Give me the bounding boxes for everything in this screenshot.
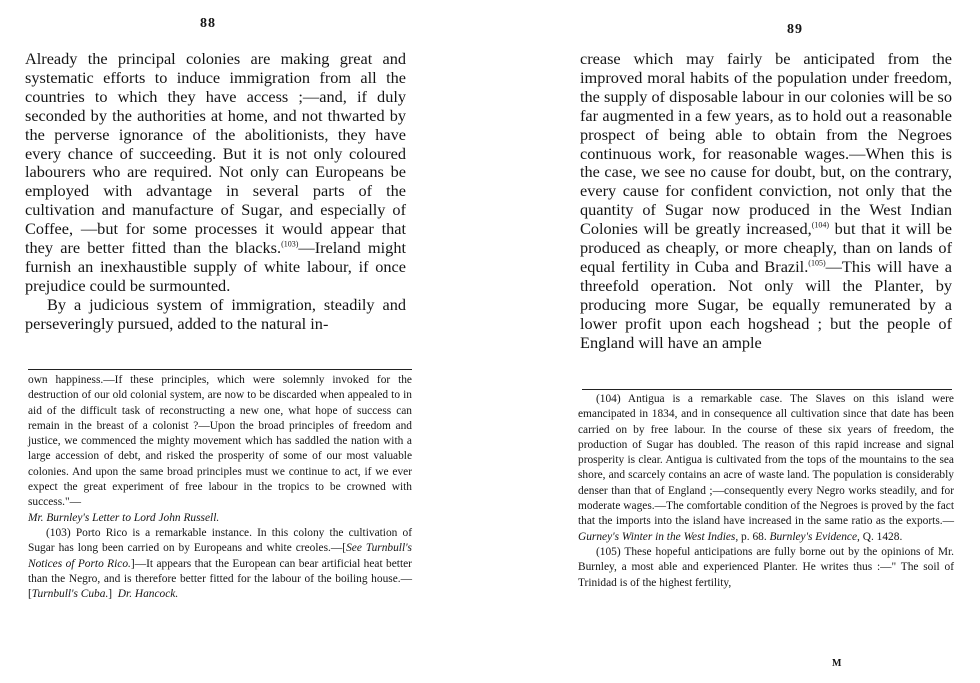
footnote-source: Burnley's Evidence, (769, 530, 860, 543)
right-page (540, 0, 980, 683)
left-page (0, 0, 445, 683)
footnotes (28, 373, 412, 602)
page-number: 89 (787, 22, 803, 37)
paragraph (25, 50, 406, 296)
footnote-text: ] (108, 588, 113, 601)
paragraph (580, 50, 952, 353)
footnote-text: Q. 1428. (859, 530, 903, 543)
footnote (28, 373, 412, 526)
footnote-text: (103) Porto Rico is a remarkable instance. In this colony the cultivation of Sugar has long been carried on by Europeans and white creoles.—[ (28, 526, 412, 555)
signature-mark: M (832, 658, 842, 669)
footnote-author: Dr. Hancock. (117, 588, 179, 601)
paragraph-text: —This will have a threefold operation. Not only will the Planter, by producing more Sugar, be equally remunerated by a lower profit upon each hogshead ; but the people of England will have an ample (580, 256, 953, 352)
footnote-source: Mr. Burnley's Letter to Lord John Russell. (28, 511, 220, 524)
footnote-ref[interactable]: (104) (811, 220, 830, 230)
paragraph-text: —Ireland might furnish an inexhaustible supply of white labour, if once prejudice could be surmounted. (25, 238, 406, 295)
paragraph-text: but that it will be produced as cheaply, or more cheaply, than on lands of equal fertility in Cuba and Brazil. (580, 219, 953, 276)
paragraph-text: Already the principal colonies are making great and systematic efforts to induce immigration from all the countries to which they have access ;—and, if duly seconded by the authorities at home, and not thwarted by the perverse ignorance of the abolitionists, they have every chance of succeeding. But it is not only coloured labourers who are required. Not only can Europeans be employed with advantage in several parts of the cultivation and manufacture of Sugar, and especially of Coffee, —but for some processes it would appear that they are better fitted than the blacks. (25, 49, 406, 258)
footnotes (578, 392, 954, 591)
footnote (28, 526, 412, 602)
footnote-ref[interactable]: (105) (808, 258, 826, 268)
main-text (25, 50, 406, 334)
footnote-ref[interactable]: (103) (281, 239, 299, 249)
footnote (578, 392, 954, 545)
footnote-text: p. 68. (738, 530, 770, 543)
footnote-text: ]—It appears that the European can bear artificial heat better than the Negro, and is therefore better fitted for the labour of the boiling house.—[ (28, 557, 412, 601)
footnote-source: Gurney's Winter in the West Indies, (578, 530, 739, 543)
footnote: (105) These hopeful anticipations are fully borne out by the opinions of Mr. Burnley, a most able and experienced Planter. He writes thus :—" The soil of Trinidad is of the highest fertility, (578, 545, 954, 589)
paragraph-text: crease which may fairly be anticipated from the improved moral habits of the population under freedom, the supply of disposable labour in our colonies will be so far augmented in a few years, as to hold out a reasonable prospect of being able to obtain from the Negroes continuous work, for reasonable wages.—When this is the case, we see no cause for doubt, but, on the contrary, every cause for confident conviction, not only that the quantity of Sugar now produced in the West Indian Colonies will be greatly increased, (580, 49, 952, 239)
footnote-text: own happiness.—If these principles, which were solemnly invoked for the destruction of our old colonial system, are now to be discarded when appealed to in aid of the difficult task of reconstructing a new one, what hope of success can remain in the breast of a colonist ?—Upon the broad principles of freedom and justice, we commenced the mighty movement which has saddled the nation with a large accession of debt, and risked the prosperity of some of our most valuable colonies. And upon the same broad principles must we continue to act, if we ever expect the great experiment of free labour in the tropics to be crowned with success."— (28, 374, 412, 509)
footnote-divider (28, 369, 412, 370)
page-number: 88 (200, 16, 216, 31)
paragraph: By a judicious system of immigration, steadily and perseveringly pursued, added to the natural in- (25, 294, 406, 333)
footnote-text: (104) Antigua is a remarkable case. The Slaves on this island were emancipated in 1834, and in consequence all cultivation since that date has been carried on by free labour. In the course of these six years of freedom, the production of Sugar has doubled. The reason of this rapid increase and signal prosperity is clear. Antigua is cultivated from the tops of the mountains to the sea shore, and scarcely contains an acre of waste land. The population is considerably denser than that of England ;—consequently every Negro works steadily, and for moderate wages.—The comfortable condition of the Negroes is proved by the fact that the imports into the island have increased in the same ratio as the exports.— (578, 393, 954, 528)
footnote-source: See Turnbull's Notices of Porto Rico. (28, 542, 412, 570)
footnote-source: Turnbull's Cuba. (31, 588, 109, 601)
footnote-divider (582, 389, 952, 390)
main-text (580, 50, 952, 353)
